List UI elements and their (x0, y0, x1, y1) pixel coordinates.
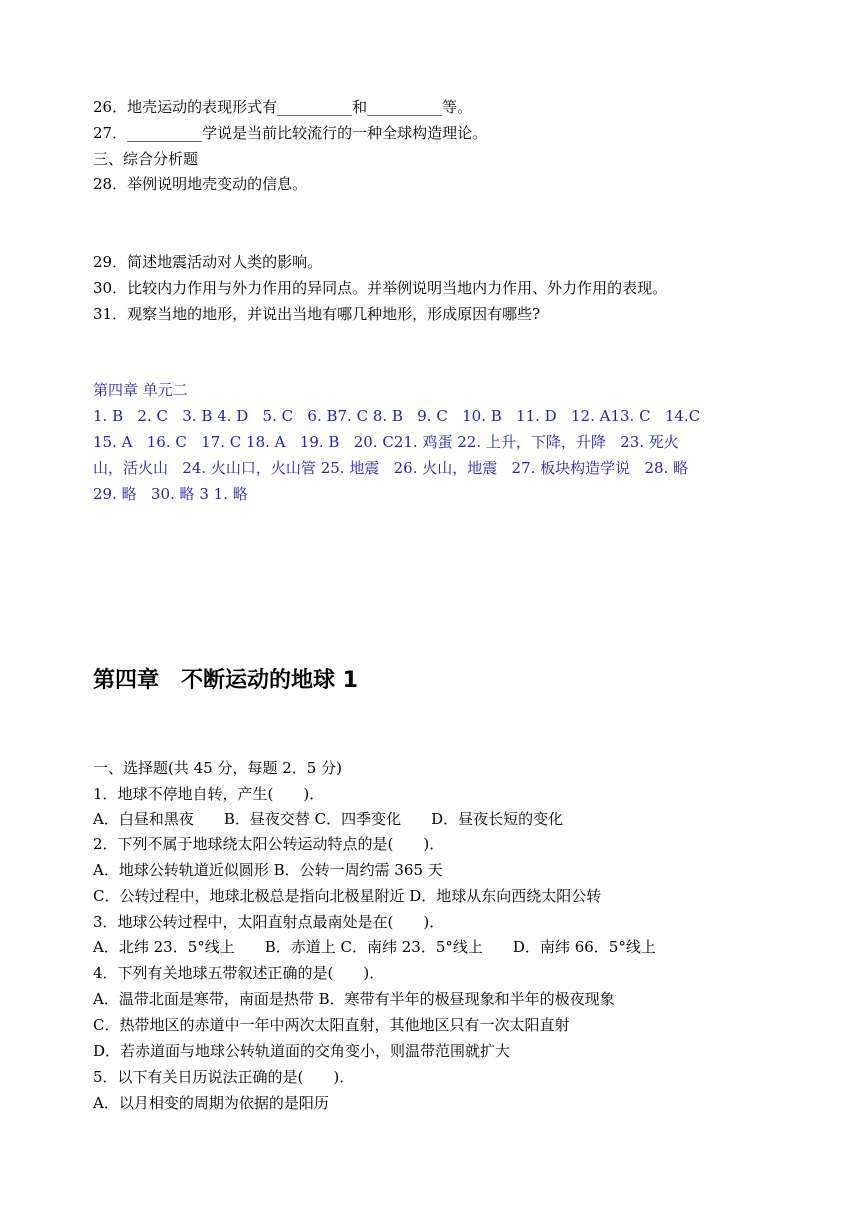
answers-title: 第四章 单元二 (93, 381, 188, 399)
question-26: 26．地壳运动的表现形式有__________和__________等。 (93, 98, 473, 116)
question-28: 28．举例说明地壳变动的信息。 (93, 175, 308, 193)
question-4-options-d: D．若赤道面与地球公转轨道面的交角变小，则温带范围就扩大 (93, 1042, 511, 1060)
question-2-options-a: A．地球公转轨道近似圆形 B．公转一周约需 365 天 (93, 861, 443, 879)
chapter-title: 第四章 不断运动的地球 1 (93, 668, 358, 693)
answers-line-1: 1. B 2. C 3. B 4. D 5. C 6. B7. C 8. B 9. C 10. B 11. D 12. A13. C 14.C (93, 407, 701, 425)
question-5: 5．以下有关日历说法正确的是( )． (93, 1068, 355, 1086)
question-1: 1．地球不停地自转，产生( )． (93, 785, 325, 803)
question-29: 29．简述地震活动对人类的影响。 (93, 253, 323, 271)
section-heading: 一、选择题(共 45 分，每题 2．5 分) (93, 759, 342, 777)
question-31: 31．观察当地的地形，并说出当地有哪几种地形，形成原因有哪些? (93, 305, 541, 323)
question-4-options-c: C．热带地区的赤道中一年中两次太阳直射，其他地区只有一次太阳直射 (93, 1016, 570, 1034)
question-2-options-c: C．公转过程中，地球北极总是指向北极星附近 D．地球从东向西绕太阳公转 (93, 887, 602, 905)
question-4-options-a: A．温带北面是寒带，南面是热带 B．寒带有半年的极昼现象和半年的极夜现象 (93, 990, 615, 1008)
answers-line-4: 29. 略 30. 略 3 1. 略 (93, 485, 248, 503)
question-27: 27．__________学说是当前比较流行的一种全球构造理论。 (93, 124, 488, 142)
question-4: 4．下列有关地球五带叙述正确的是( )． (93, 964, 385, 982)
part3-heading: 三、综合分析题 (93, 150, 199, 168)
question-5-options-a: A．以月相变的周期为依据的是阳历 (93, 1094, 329, 1112)
question-2: 2．下列不属于地球绕太阳公转运动特点的是( )． (93, 835, 445, 853)
question-30: 30．比较内力作用与外力作用的异同点。并举例说明当地内力作用、外力作用的表现。 (93, 279, 668, 297)
answers-line-2: 15. A 16. C 17. C 18. A 19. B 20. C21. 鸡蛋 22. 上升，下降，升降 23. 死火 (93, 433, 679, 451)
question-1-options: A．白昼和黑夜 B．昼夜交替 C．四季变化 D．昼夜长短的变化 (93, 810, 564, 828)
question-3-options: A．北纬 23．5°线上 B．赤道上 C．南纬 23．5°线上 D．南纬 66．5°线上 (93, 938, 656, 956)
question-3: 3．地球公转过程中，太阳直射点最南处是在( )． (93, 913, 445, 931)
answers-line-3: 山，活火山 24. 火山口，火山管 25. 地震 26. 火山，地震 27. 板块构造学说 28. 略 (93, 459, 689, 477)
